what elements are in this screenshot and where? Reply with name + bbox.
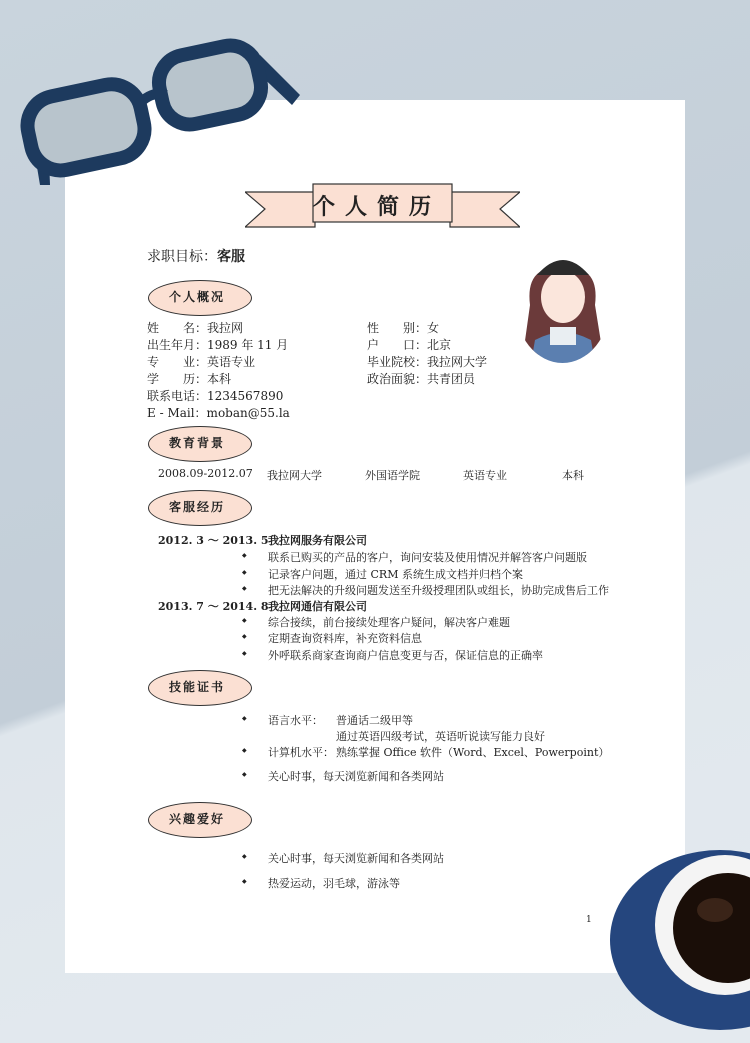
job-duty: ◆ 综合接续，前台接续处理客户疑问，解决客户难题 (268, 614, 510, 630)
skill-language-label: ◆ 语言水平： (268, 712, 323, 728)
page-number: 1 (586, 915, 592, 925)
job-company: 我拉网通信有限公司 (268, 600, 367, 613)
job-duty: ◆ 联系已购买的产品的客户，询问安装及使用情况并解答客户问题版 (268, 549, 587, 565)
skill-computer-label: ◆ 计算机水平： (268, 744, 334, 760)
profile-email: E - Mail：moban@55.la (147, 406, 290, 420)
job-objective (147, 246, 245, 266)
job-duty: ◆ 定期查询资料库，补充资料信息 (268, 630, 422, 646)
profile-right (367, 320, 487, 388)
profile-gender: 性 别：女 (367, 321, 440, 335)
section-education-header: 教育背景 (148, 426, 252, 462)
profile-school: 毕业院校：我拉网大学 (367, 355, 488, 369)
job-date: 2012. 3 ～ 2013. 5 (158, 534, 269, 547)
profile-degree: 学 历：本科 (147, 372, 232, 386)
resume-title: 个人简历 (313, 194, 442, 220)
section-hobbies-header: 兴趣爱好 (148, 802, 252, 838)
profile-hukou: 户 口：北京 (367, 338, 452, 352)
profile-politics: 政治面貌：共青团员 (367, 372, 476, 386)
resume-page (65, 100, 685, 973)
coffee-cup-icon (600, 830, 750, 1043)
job-duty: ◆ 记录客户问题，通过 CRM 系统生成文档并归档个案 (268, 566, 523, 582)
job-duty: ◆ 把无法解决的升级问题发送至升级授理团队或组长，协助完成售后工作 (268, 582, 609, 598)
profile-phone: 联系电话：1234567890 (147, 389, 284, 403)
skill-language-1: 普通话二级甲等 (336, 714, 413, 727)
skill-language-2: 通过英语四级考试，英语听说读写能力良好 (336, 730, 545, 743)
glasses-icon (20, 25, 305, 195)
section-skills-header: 技能证书 (148, 670, 252, 706)
education-degree: 本科 (562, 469, 584, 482)
job-company: 我拉网服务有限公司 (268, 534, 367, 547)
hobby-item: ◆ 热爱运动，羽毛球，游泳等 (268, 875, 400, 891)
profile-major: 专 业：英语专业 (147, 355, 256, 369)
skill-computer: 熟练掌握 Office 软件（Word、Excel、Powerpoint） (336, 746, 610, 759)
avatar (515, 245, 610, 363)
objective-label: 求职目标： (147, 249, 217, 265)
job-date: 2013. 7 ～ 2014. 8 (158, 600, 269, 613)
hobby-item: ◆ 关心时事，每天浏览新闻和各类网站 (268, 850, 444, 866)
objective-value: 客服 (217, 249, 245, 265)
education-school: 我拉网大学 (267, 469, 322, 482)
profile-left (147, 320, 290, 422)
section-experience-header: 客服经历 (148, 490, 252, 526)
profile-birth: 出生年月：1989 年 11 月 (147, 338, 289, 352)
profile-name: 姓 名：我拉网 (147, 321, 244, 335)
section-profile-header: 个人概况 (148, 280, 252, 316)
education-college: 外国语学院 (365, 469, 420, 482)
skill-other: ◆ 关心时事，每天浏览新闻和各类网站 (268, 768, 444, 784)
job-duty: ◆ 外呼联系商家查询商户信息变更与否，保证信息的正确率 (268, 647, 543, 663)
education-major: 英语专业 (463, 469, 507, 482)
education-date: 2008.09-2012.07 (158, 467, 253, 480)
